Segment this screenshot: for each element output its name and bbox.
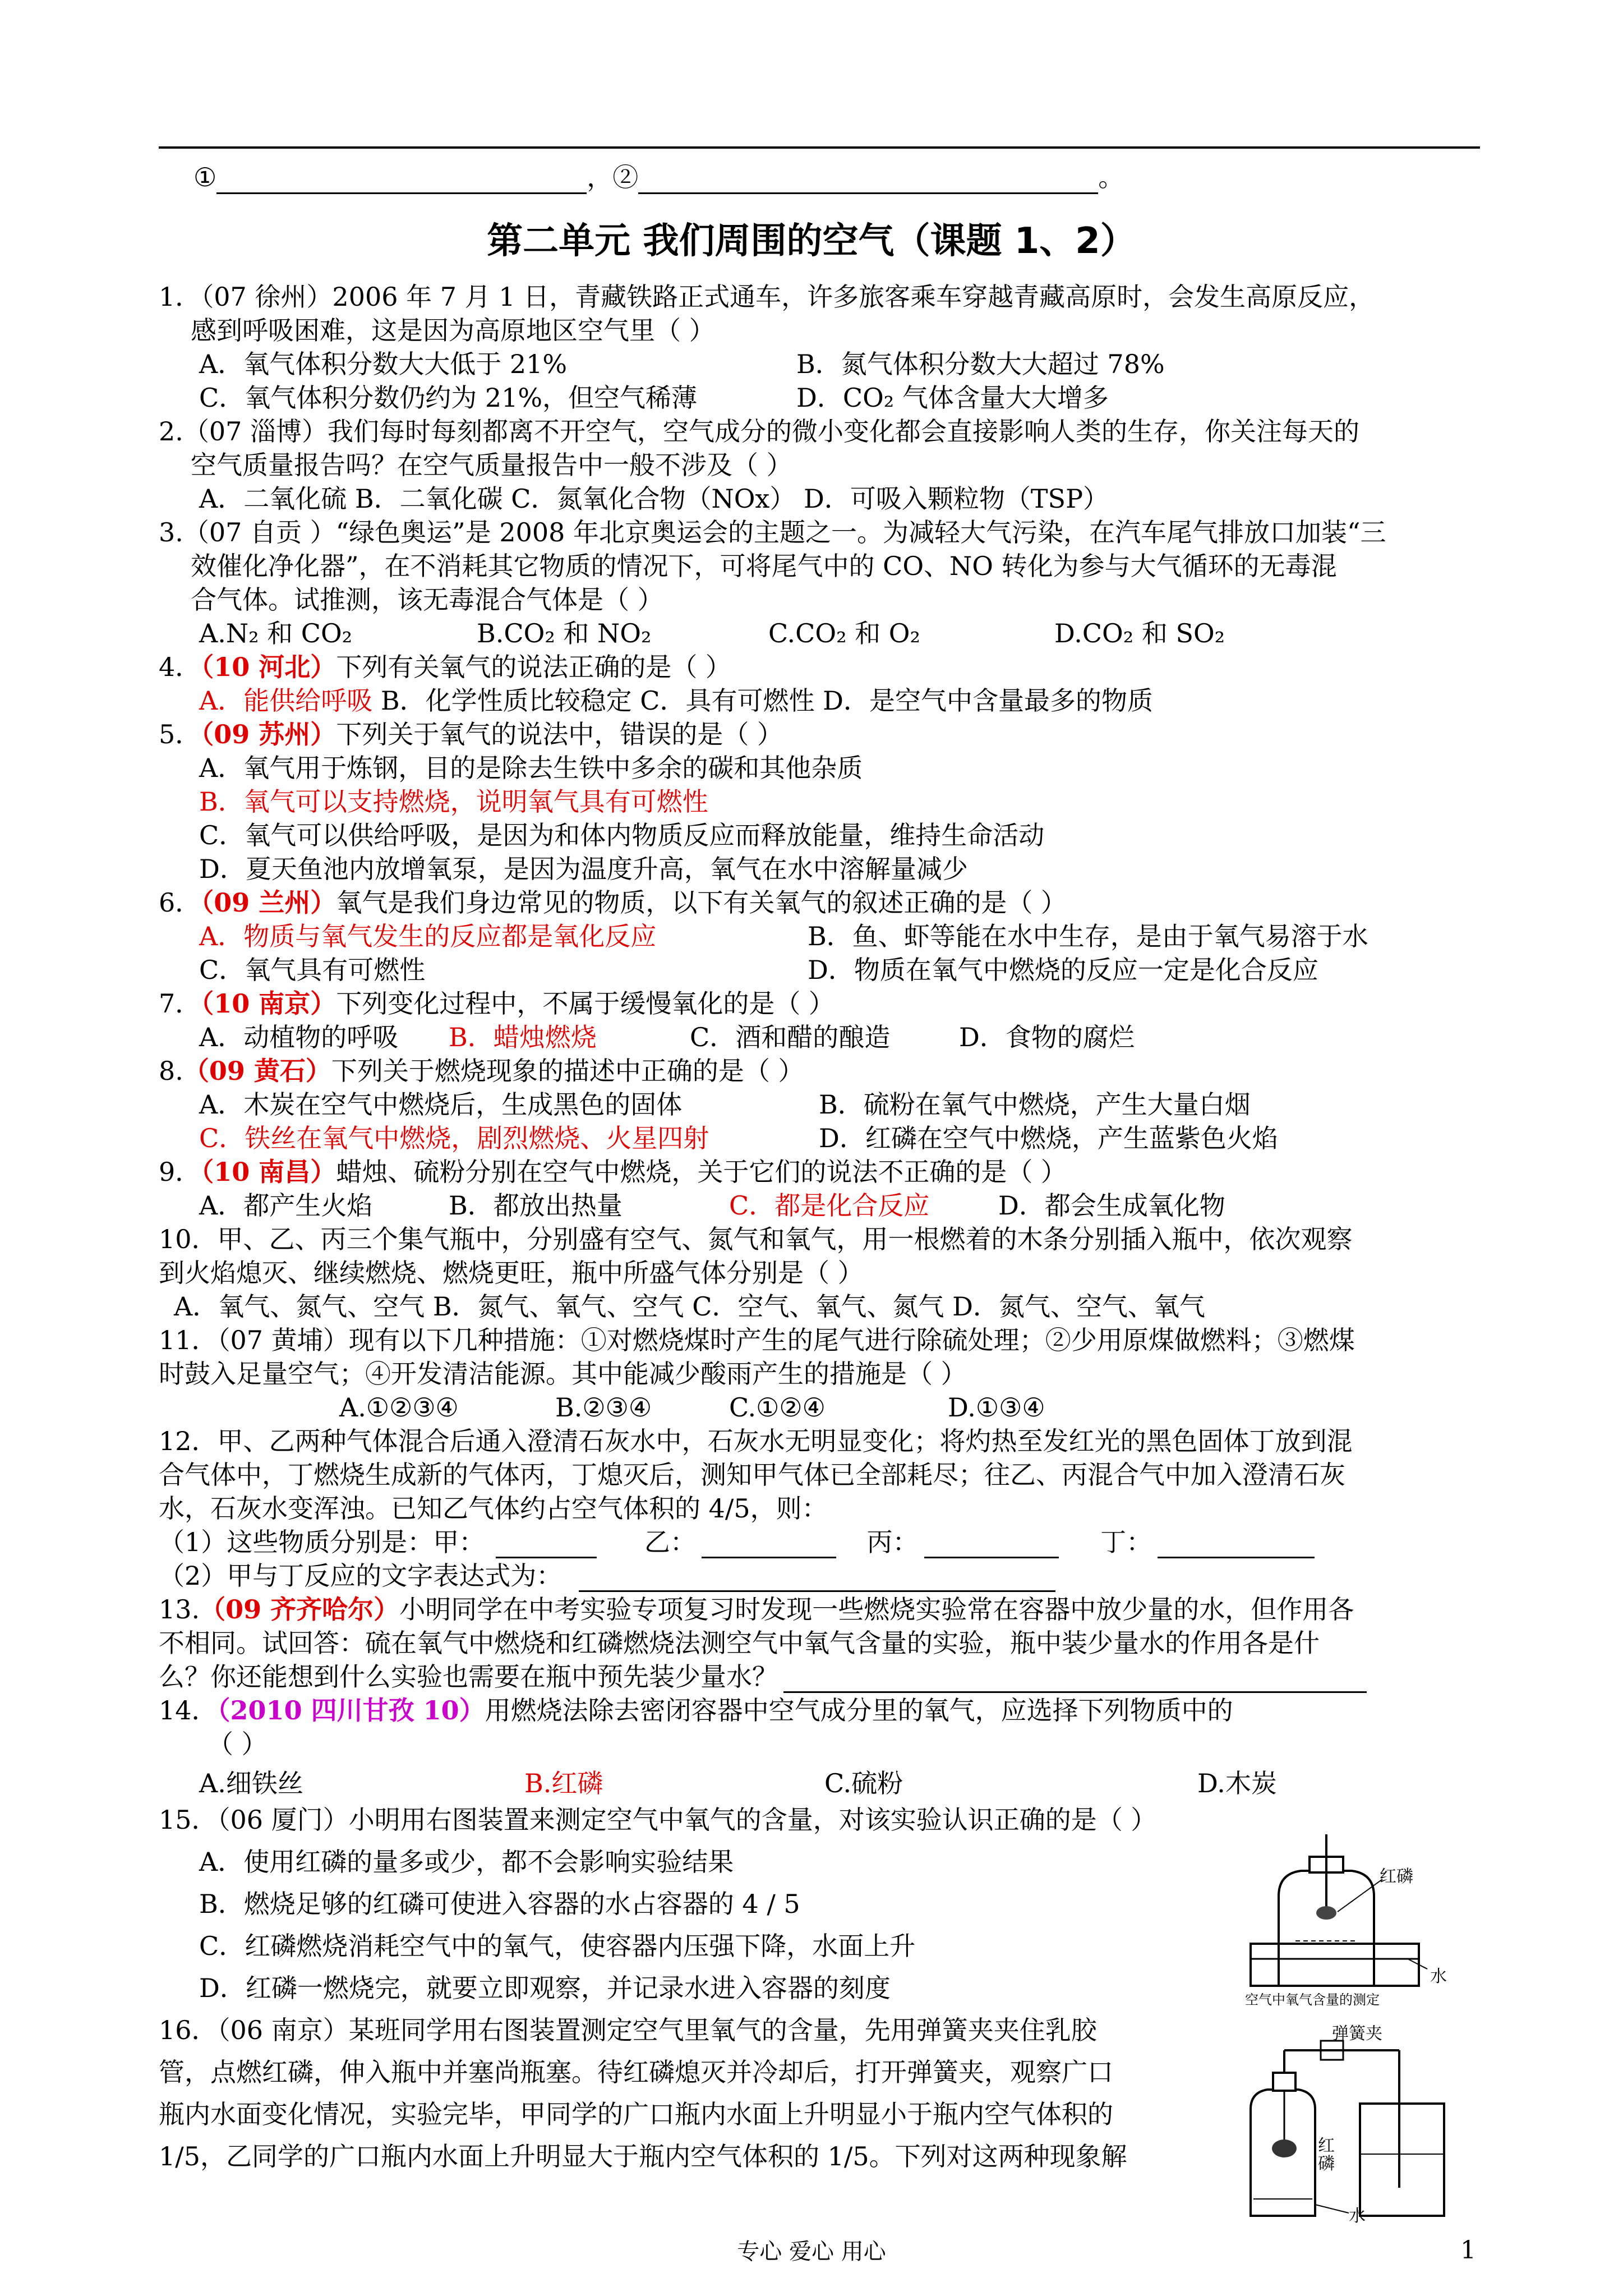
q12-blank-jia[interactable] xyxy=(496,1531,597,1558)
q6-option-d: D．物质在氧气中燃烧的反应一定是化合反应 xyxy=(808,955,1318,985)
q12-blank-yi[interactable] xyxy=(702,1531,836,1558)
q1-option-b: B．氮气体积分数大大超过 78% xyxy=(796,349,1165,379)
q9-option-b: B．都放出热量 xyxy=(449,1190,623,1221)
fig1-label-water: 水 xyxy=(1430,1967,1447,1986)
q5-source: （09 苏州） xyxy=(201,719,336,749)
q4-option-a: A．能供给呼吸 xyxy=(199,685,373,716)
q7-option-d: D．食物的腐烂 xyxy=(959,1022,1135,1052)
q8-option-d: D．红磷在空气中燃烧，产生蓝紫色火焰 xyxy=(819,1123,1278,1153)
q9-stem: 9．（10 南昌）蜡烛、硫粉分别在空气中燃烧，关于它们的说法不正确的是（ ） xyxy=(159,1157,1067,1187)
q14-option-b: B.红磷 xyxy=(524,1768,603,1798)
q8-option-c: C．铁丝在氧气中燃烧，剧烈燃烧、火星四射 xyxy=(199,1123,709,1153)
q11-option-a: A.①②③④ xyxy=(339,1392,459,1423)
q10-options: A．氧气、氮气、空气 B．氮气、氧气、空气 C．空气、氧气、氮气 D．氮气、空气、氧气 xyxy=(174,1291,1205,1322)
q15-option-d: D．红磷一燃烧完，就要立即观察，并记录水进入容器的刻度 xyxy=(199,1973,891,2003)
q7-option-a: A．动植物的呼吸 xyxy=(199,1022,399,1052)
q16-line2: 管，点燃红磷，伸入瓶中并塞尚瓶塞。待红磷熄灭并冷却后，打开弹簧夹，观察广口 xyxy=(159,2057,1113,2087)
q7-option-c: C．酒和醋的酿造 xyxy=(690,1022,891,1052)
q8-option-b: B．硫粉在氧气中燃烧，产生大量白烟 xyxy=(819,1089,1251,1120)
q16-line3: 瓶内水面变化情况，实验完毕，甲同学的广口瓶内水面上升明显小于瓶内空气体积的 xyxy=(159,2099,1113,2129)
q4-options-rest: B．化学性质比较稳定 C．具有可燃性 D．是空气中含量最多的物质 xyxy=(372,685,1153,716)
q10-line2: 到火焰熄灭、继续燃烧、燃烧更旺，瓶中所盛气体分别是（ ） xyxy=(159,1258,864,1288)
q5-option-a: A．氧气用于炼钢，目的是除去生铁中多余的碳和其他杂质 xyxy=(199,753,863,783)
q1-option-a: A．氧气体积分数大大低于 21% xyxy=(199,349,568,379)
q7-option-b: B．蜡烛燃烧 xyxy=(449,1022,597,1052)
fig2-label-water: 水 xyxy=(1349,2206,1366,2226)
q12-line2: 合气体中，丁燃烧生成新的气体丙，丁熄灭后，测知甲气体已全部耗尽；往乙、丙混合气中加入澄清石灰 xyxy=(159,1460,1345,1490)
q13-source: （09 齐齐哈尔） xyxy=(200,1594,400,1625)
page-number: 1 xyxy=(1460,2236,1476,2265)
q5-option-b: B．氧气可以支持燃烧，说明氧气具有可燃性 xyxy=(199,786,708,817)
q15-option-b: B．燃烧足够的红磷可使进入容器的水占容器的 4 / 5 xyxy=(199,1889,800,1919)
q1-line2: 感到呼吸困难，这是因为高原地区空气里（ ） xyxy=(191,315,715,346)
q3-line1: 3.（07 自贡 ）“绿色奥运”是 2008 年北京奥运会的主题之一。为减轻大气污染，在汽车尾气排放口加装“三 xyxy=(159,517,1386,547)
q1-line1: 1．（07 徐州）2006 年 7 月 1 日，青藏铁路正式通车，许多旅客乘车穿越青藏高原时，会发生高原反应， xyxy=(159,282,1375,312)
answer-blank-2[interactable] xyxy=(638,167,1098,194)
q13-line3: 么？你还能想到什么实验也需要在瓶中预先装少量水？ xyxy=(159,1660,1367,1693)
q12-line1: 12．甲、乙两种气体混合后通入澄清石灰水中，石灰水无明显变化；将灼热至发红光的黑色固体丁放到混 xyxy=(159,1426,1353,1456)
q2-options: A．二氧化硫 B．二氧化碳 C．氮氧化合物（NOx） D．可吸入颗粒物（TSP） xyxy=(199,484,1109,514)
q8-stem: 8.（09 黄石）下列关于燃烧现象的描述中正确的是（ ） xyxy=(159,1056,804,1086)
q6-option-c: C．氧气具有可燃性 xyxy=(199,955,426,985)
circle-1: ① xyxy=(193,162,217,192)
q15-option-a: A．使用红磷的量多或少，都不会影响实验结果 xyxy=(199,1847,734,1877)
q13-answer-blank[interactable] xyxy=(783,1665,1367,1693)
q3-option-a: A.N₂ 和 CO₂ xyxy=(199,618,353,648)
fig2-label-clip: 弹簧夹 xyxy=(1332,2024,1382,2044)
header-fill-row xyxy=(193,157,1124,194)
page-title: 第二单元 我们周围的空气（课题 1、2） xyxy=(487,220,1136,262)
apparatus-1-drawing xyxy=(1239,1829,1453,2003)
q11-option-d: D.①③④ xyxy=(948,1392,1045,1423)
q9-option-a: A．都产生火焰 xyxy=(199,1190,373,1221)
q5-option-c: C．氧气可以供给呼吸，是因为和体内物质反应而释放能量，维持生命活动 xyxy=(199,820,1045,850)
q7-source: （10 南京） xyxy=(201,988,336,1019)
q12-line3: 水，石灰水变浑浊。已知乙气体约占空气体积的 4/5，则： xyxy=(159,1493,828,1524)
q4-stem: 4．（10 河北）下列有关氧气的说法正确的是（ ） xyxy=(159,652,731,682)
q16-line4: 1/5，乙同学的广口瓶内水面上升明显大于瓶内空气体积的 1/5。下列对这两种现象解 xyxy=(159,2141,1127,2171)
q2-line2: 空气质量报告吗？在空气质量报告中一般不涉及（ ） xyxy=(191,450,792,480)
q9-option-d: D．都会生成氧化物 xyxy=(998,1190,1225,1221)
q1-option-d: D．CO₂ 气体含量大大增多 xyxy=(796,383,1109,413)
figure-spring-clip-apparatus xyxy=(1231,2019,1455,2226)
q7-stem: 7．（10 南京）下列变化过程中，不属于缓慢氧化的是（ ） xyxy=(159,988,834,1019)
page-footer: 专心 爱心 用心 xyxy=(737,2239,886,2265)
q5-option-d: D．夏天鱼池内放增氧泵，是因为温度升高，氧气在水中溶解量减少 xyxy=(199,854,968,884)
answer-blank-1[interactable] xyxy=(216,167,587,194)
header-rule xyxy=(159,146,1480,149)
q6-option-a: A．物质与氧气发生的反应都是氧化反应 xyxy=(199,921,657,951)
q5-stem: 5．（09 苏州）下列关于氧气的说法中，错误的是（ ） xyxy=(159,719,783,749)
q9-option-c: C．都是化合反应 xyxy=(729,1190,930,1221)
fig1-label-phosphorus: 红磷 xyxy=(1380,1867,1413,1887)
figure-oxygen-measurement xyxy=(1239,1829,1453,2008)
q14-line2: （ ） xyxy=(208,1729,268,1759)
q11-option-b: B.②③④ xyxy=(555,1392,652,1423)
q15-stem: 15．（06 厦门）小明用右图装置来测定空气中氧气的含量，对该实验认识正确的是（ ） xyxy=(159,1805,1157,1835)
q1-option-c: C．氧气体积分数仍约为 21%，但空气稀薄 xyxy=(199,383,698,413)
fig1-caption: 空气中氧气含量的测定 xyxy=(1245,1992,1380,2008)
q14-option-c: C.硫粉 xyxy=(824,1768,903,1798)
q14-option-a: A.细铁丝 xyxy=(199,1768,303,1798)
q11-line1: 11．（07 黄埔）现有以下几种措施：①对燃烧煤时产生的尾气进行除硫处理；②少用原煤做燃料；③燃煤 xyxy=(159,1325,1355,1355)
q3-option-d: D.CO₂ 和 SO₂ xyxy=(1054,618,1225,648)
q2-line1: 2.（07 淄博）我们每时每刻都离不开空气，空气成分的微小变化都会直接影响人类的生存，你关注每天的 xyxy=(159,416,1360,447)
q14-source: （2010 四川甘孜 10） xyxy=(217,1695,485,1726)
q8-option-a: A．木炭在空气中燃烧后，生成黑色的固体 xyxy=(199,1089,683,1120)
fig2-label-phosphorus: 红磷 xyxy=(1318,2136,1335,2174)
q12-part1: （1）这些物质分别是：甲： 乙： 丙： 丁： xyxy=(159,1526,1315,1558)
q10-line1: 10．甲、乙、丙三个集气瓶中，分别盛有空气、氮气和氧气，用一根燃着的木条分别插入瓶中，依次观察 xyxy=(159,1224,1353,1254)
q3-option-c: C.CO₂ 和 O₂ xyxy=(768,618,920,648)
q3-line2: 效催化净化器”，在不消耗其它物质的情况下，可将尾气中的 CO、NO 转化为参与大气循环的无毒混 xyxy=(191,551,1337,581)
apparatus-2-drawing xyxy=(1231,2019,1455,2221)
q4-options xyxy=(199,684,1153,717)
q6-source: （09 兰州） xyxy=(201,887,336,918)
q4-source: （10 河北） xyxy=(201,652,336,682)
q8-source: （09 黄石） xyxy=(183,1056,331,1086)
circle-2: ，② xyxy=(587,162,639,192)
q13-line2: 不相同。试回答：硫在氧气中燃烧和红磷燃烧法测空气中氧气含量的实验，瓶中装少量水的作用各是什 xyxy=(159,1628,1320,1658)
period: 。 xyxy=(1098,162,1124,192)
q15-option-c: C．红磷燃烧消耗空气中的氧气，使容器内压强下降，水面上升 xyxy=(199,1931,916,1961)
q6-option-b: B．鱼、虾等能在水中生存，是由于氧气易溶于水 xyxy=(808,921,1368,951)
q14-stem: 14．（2010 四川甘孜 10）用燃烧法除去密闭容器中空气成分里的氧气，应选择下列物质中的 xyxy=(159,1695,1233,1726)
q11-line2: 时鼓入足量空气；④开发清洁能源。其中能减少酸雨产生的措施是（ ） xyxy=(159,1359,967,1389)
q12-part2: （2）甲与丁反应的文字表达式为： xyxy=(159,1559,1055,1592)
q16-line1: 16．（06 南京）某班同学用右图装置测定空气里氧气的含量，先用弹簧夹夹住乳胶 xyxy=(159,2015,1097,2045)
q3-line3: 合气体。试推测，该无毒混合气体是（ ） xyxy=(191,585,663,615)
q9-source: （10 南昌） xyxy=(201,1157,336,1187)
q12-blank-equation[interactable] xyxy=(579,1565,1055,1592)
q13-stem: 13.（09 齐齐哈尔）小明同学在中考实验专项复习时发现一些燃烧实验常在容器中放少量的水，但作用各 xyxy=(159,1594,1354,1625)
q6-stem: 6．（09 兰州）氧气是我们身边常见的物质，以下有关氧气的叙述正确的是（ ） xyxy=(159,887,1067,918)
q12-blank-bing[interactable] xyxy=(924,1531,1059,1558)
q12-blank-ding[interactable] xyxy=(1158,1531,1315,1558)
q3-option-b: B.CO₂ 和 NO₂ xyxy=(477,618,652,648)
q14-option-d: D.木炭 xyxy=(1197,1768,1277,1798)
q11-option-c: C.①②④ xyxy=(729,1392,826,1423)
